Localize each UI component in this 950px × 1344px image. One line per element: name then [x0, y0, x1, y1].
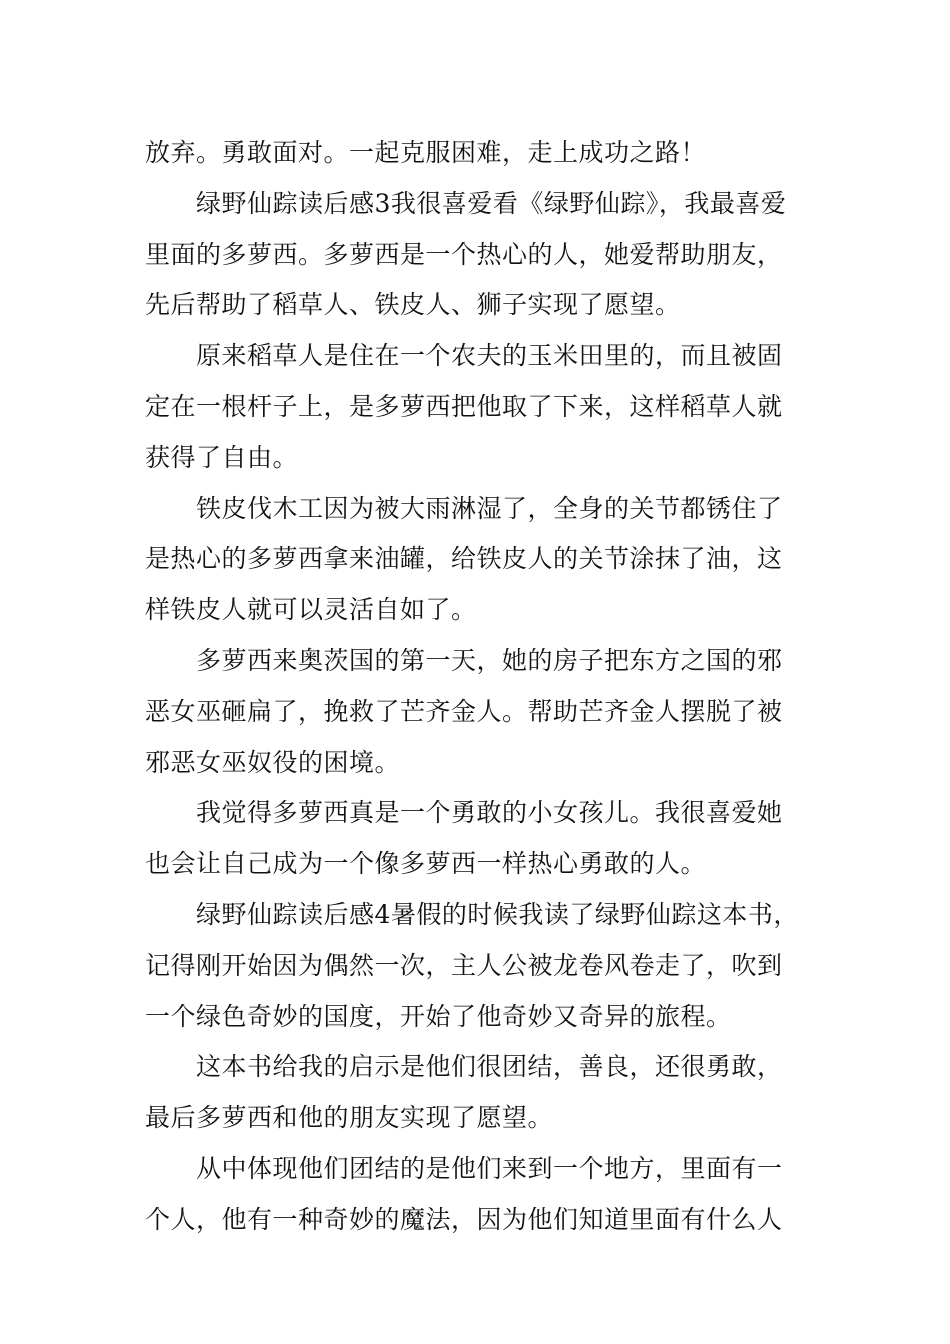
text-line: 样铁皮人就可以灵活自如了。	[145, 595, 477, 625]
text-line: 我觉得多萝西真是一个勇敢的小女孩儿。我很喜爱她	[196, 798, 783, 828]
text-line: 原来稻草人是住在一个农夫的玉米田里的，而且被固	[196, 341, 783, 371]
text-line: 是热心的多萝西拿来油罐，给铁皮人的关节涂抹了油，这	[145, 544, 783, 574]
text-line: 记得刚开始因为偶然一次，主人公被龙卷风卷走了，吹到	[145, 950, 783, 980]
text-line: 定在一根杆子上，是多萝西把他取了下来，这样稻草人就	[145, 391, 783, 421]
text-line: 恶女巫砸扁了，挽救了芒齐金人。帮助芒齐金人摆脱了被	[145, 696, 783, 726]
text-line: 铁皮伐木工因为被大雨淋湿了，全身的关节都锈住了	[196, 493, 783, 523]
text-line: 邪恶女巫奴役的困境。	[145, 747, 401, 777]
body-text	[145, 128, 810, 1246]
text-line: 先后帮助了稻草人、铁皮人、狮子实现了愿望。	[145, 290, 681, 320]
text-line: 多萝西来奥茨国的第一天，她的房子把东方之国的邪	[196, 645, 783, 675]
text-line: 获得了自由。	[145, 442, 299, 472]
text-line: 绿野仙踪读后感4暑假的时候我读了绿野仙踪这本书，	[196, 899, 799, 929]
text-line: 一个绿色奇妙的国度，开始了他奇妙又奇异的旅程。	[145, 1001, 732, 1031]
text-line: 也会让自己成为一个像多萝西一样热心勇敢的人。	[145, 849, 707, 879]
text-line: 最后多萝西和他的朋友实现了愿望。	[145, 1103, 554, 1133]
text-line: 里面的多萝西。多萝西是一个热心的人，她爱帮助朋友，	[145, 239, 783, 269]
text-line: 从中体现他们团结的是他们来到一个地方，里面有一	[196, 1153, 783, 1183]
text-line: 绿野仙踪读后感3我很喜爱看《绿野仙踪》，我最喜爱	[196, 188, 787, 218]
text-line: 这本书给我的启示是他们很团结，善良，还很勇敢，	[196, 1052, 783, 1082]
text-line: 个人，他有一种奇妙的魔法，因为他们知道里面有什么人	[145, 1204, 783, 1234]
text-line: 放弃。勇敢面对。一起克服困难，走上成功之路！	[145, 138, 707, 167]
